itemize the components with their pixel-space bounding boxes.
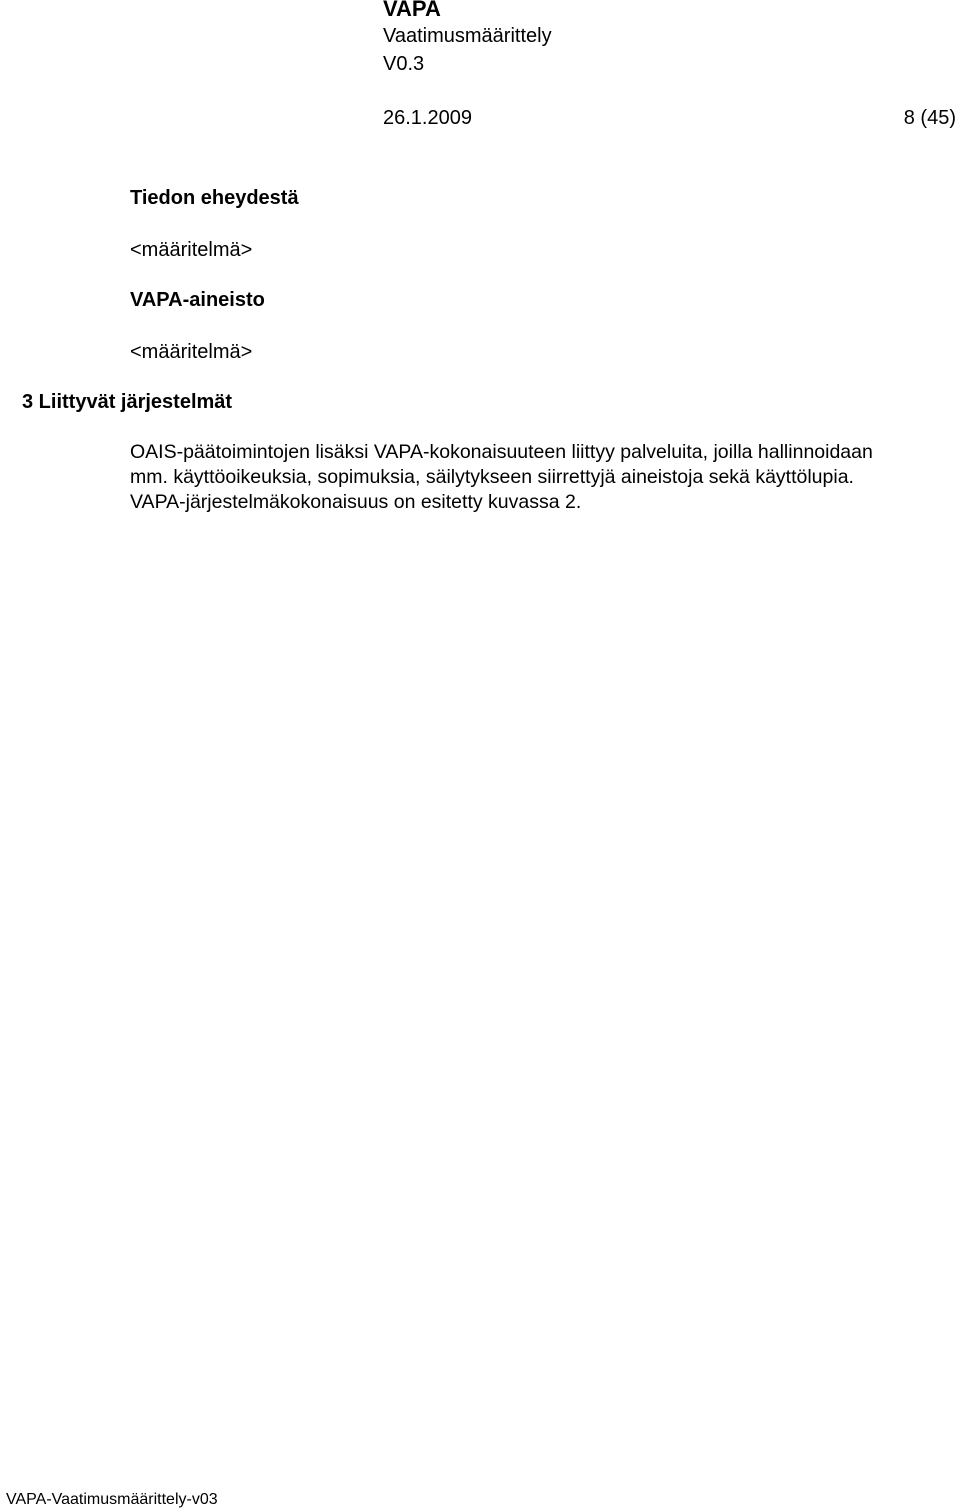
- paragraph-line-3: VAPA-järjestelmäkokonaisuus on esitetty kuvassa 2.: [130, 491, 582, 513]
- document-title: VAPA: [383, 0, 441, 21]
- page-number: 8 (45): [903, 107, 956, 129]
- material-definition: <määritelmä>: [130, 341, 253, 363]
- document-version: V0.3: [383, 53, 425, 75]
- integrity-definition: <määritelmä>: [130, 239, 253, 261]
- integrity-heading: Tiedon eheydestä: [130, 187, 299, 209]
- paragraph-line-2: mm. käyttöoikeuksia, sopimuksia, säilytykseen siirrettyjä aineistoja sekä käyttölupia.: [130, 466, 854, 488]
- document-subtitle: Vaatimusmäärittely: [383, 25, 552, 47]
- footer-filename: VAPA-Vaatimusmäärittely-v03: [6, 1491, 218, 1508]
- material-heading: VAPA-aineisto: [130, 289, 265, 311]
- document-date: 26.1.2009: [383, 107, 472, 129]
- related-systems-heading: 3 Liittyvät järjestelmät: [22, 391, 233, 413]
- paragraph-line-1: OAIS-päätoimintojen lisäksi VAPA-kokonaisuuteen liittyy palveluita, joilla hallinnoidaan: [130, 441, 873, 463]
- related-systems-paragraph: [130, 440, 956, 515]
